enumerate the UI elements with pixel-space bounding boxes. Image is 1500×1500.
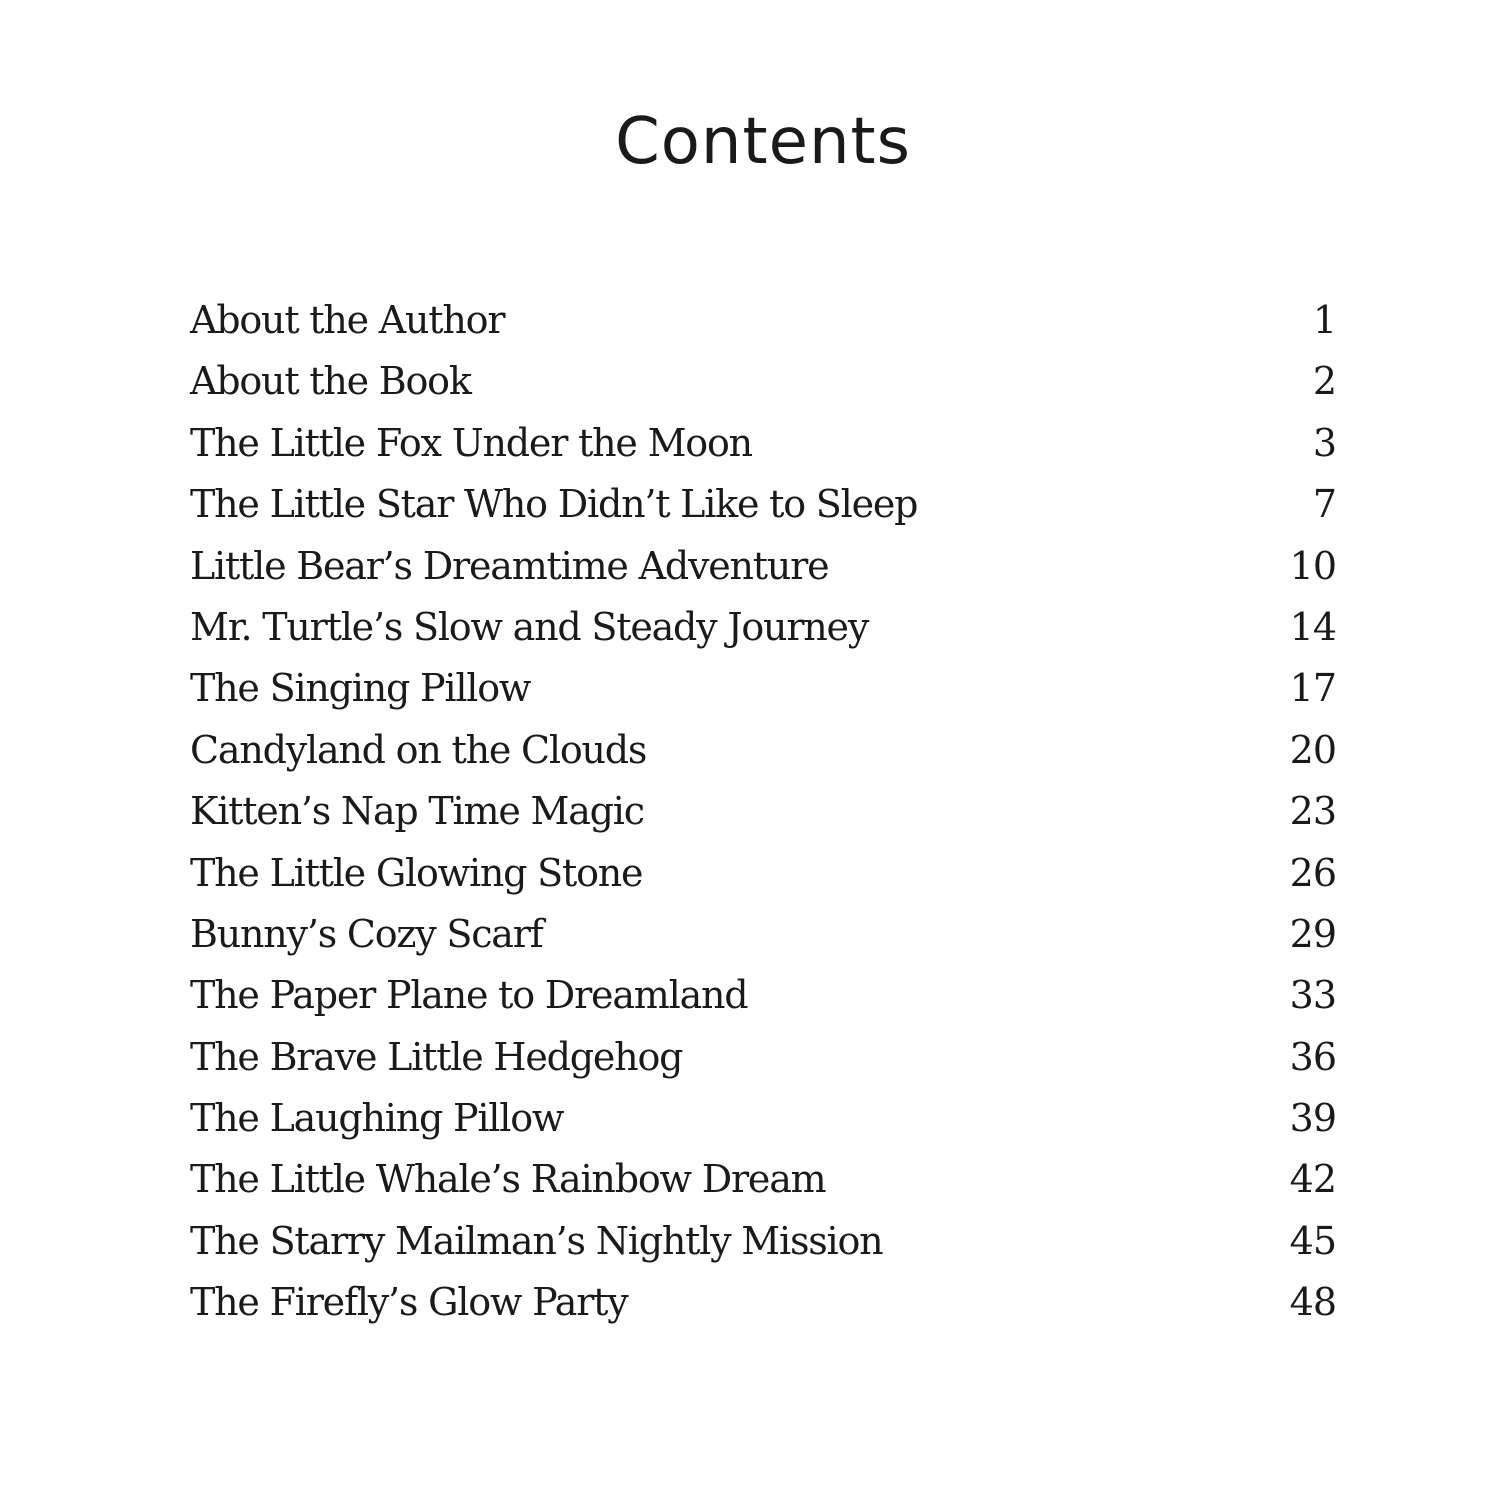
toc-entry-page-number: 1 [1312, 298, 1336, 342]
toc-entry-page-number: 48 [1289, 1280, 1336, 1325]
toc-entry-page-number: 17 [1289, 666, 1336, 711]
toc-entry-page-number: 26 [1289, 850, 1336, 895]
toc-entry-page-number: 33 [1289, 973, 1336, 1018]
toc-entry[interactable] [190, 1272, 1336, 1333]
toc-entry[interactable] [190, 965, 1336, 1026]
toc-entry-page-number: 3 [1312, 420, 1336, 465]
toc-entry-title: The Little Star Who Didn’t Like to Sleep [190, 482, 918, 527]
toc-entry[interactable] [190, 1211, 1336, 1272]
toc-entry-title: The Paper Plane to Dreamland [190, 973, 748, 1018]
toc-entry[interactable] [190, 1027, 1336, 1088]
toc-entry[interactable] [190, 474, 1336, 535]
toc-entry[interactable] [190, 351, 1336, 412]
toc-entry-title: The Starry Mailman’s Nightly Mission [190, 1218, 883, 1263]
toc-entry-title: Candyland on the Clouds [190, 727, 647, 772]
toc-entry-title: Mr. Turtle’s Slow and Steady Journey [190, 604, 869, 649]
toc-entry-page-number: 23 [1289, 789, 1336, 834]
toc-entry[interactable] [190, 720, 1336, 781]
toc-entry-page-number: 42 [1289, 1157, 1336, 1202]
toc-entry-page-number: 14 [1289, 604, 1336, 649]
toc-entry[interactable] [190, 904, 1336, 965]
toc-entry-title: Little Bear’s Dreamtime Adventure [190, 543, 829, 588]
toc-entry[interactable] [190, 781, 1336, 842]
toc-entry-title: About the Book [190, 359, 471, 404]
toc-entry-title: Bunny’s Cozy Scarf [190, 911, 543, 956]
toc-entry[interactable] [190, 1088, 1336, 1149]
toc-entry-page-number: 7 [1312, 482, 1336, 527]
toc-entry[interactable] [190, 536, 1336, 597]
page-title: Contents [615, 105, 911, 179]
toc-entry[interactable] [190, 843, 1336, 904]
toc-entry[interactable] [190, 290, 1336, 351]
toc-entry[interactable] [190, 658, 1336, 719]
toc-entry-page-number: 20 [1289, 727, 1336, 772]
toc-entry-title: The Brave Little Hedgehog [190, 1034, 683, 1079]
toc-entry-title: The Little Fox Under the Moon [190, 420, 752, 465]
toc-entry-title: About the Author [190, 298, 505, 342]
toc-entry-page-number: 45 [1289, 1218, 1336, 1263]
toc-entry-title: The Firefly’s Glow Party [190, 1280, 628, 1325]
toc-entry-title: The Little Glowing Stone [190, 850, 643, 895]
toc-entry-page-number: 10 [1289, 543, 1336, 588]
table-of-contents [190, 290, 1336, 1334]
toc-entry[interactable] [190, 1149, 1336, 1210]
toc-entry-title: Kitten’s Nap Time Magic [190, 789, 644, 834]
toc-entry-page-number: 2 [1312, 359, 1336, 404]
toc-entry-page-number: 39 [1289, 1096, 1336, 1141]
toc-entry-title: The Little Whale’s Rainbow Dream [190, 1157, 826, 1202]
toc-entry-page-number: 36 [1289, 1034, 1336, 1079]
toc-entry-title: The Laughing Pillow [190, 1096, 564, 1141]
toc-entry[interactable] [190, 597, 1336, 658]
toc-entry-page-number: 29 [1289, 911, 1336, 956]
toc-entry-title: The Singing Pillow [190, 666, 531, 711]
toc-entry[interactable] [190, 413, 1336, 474]
